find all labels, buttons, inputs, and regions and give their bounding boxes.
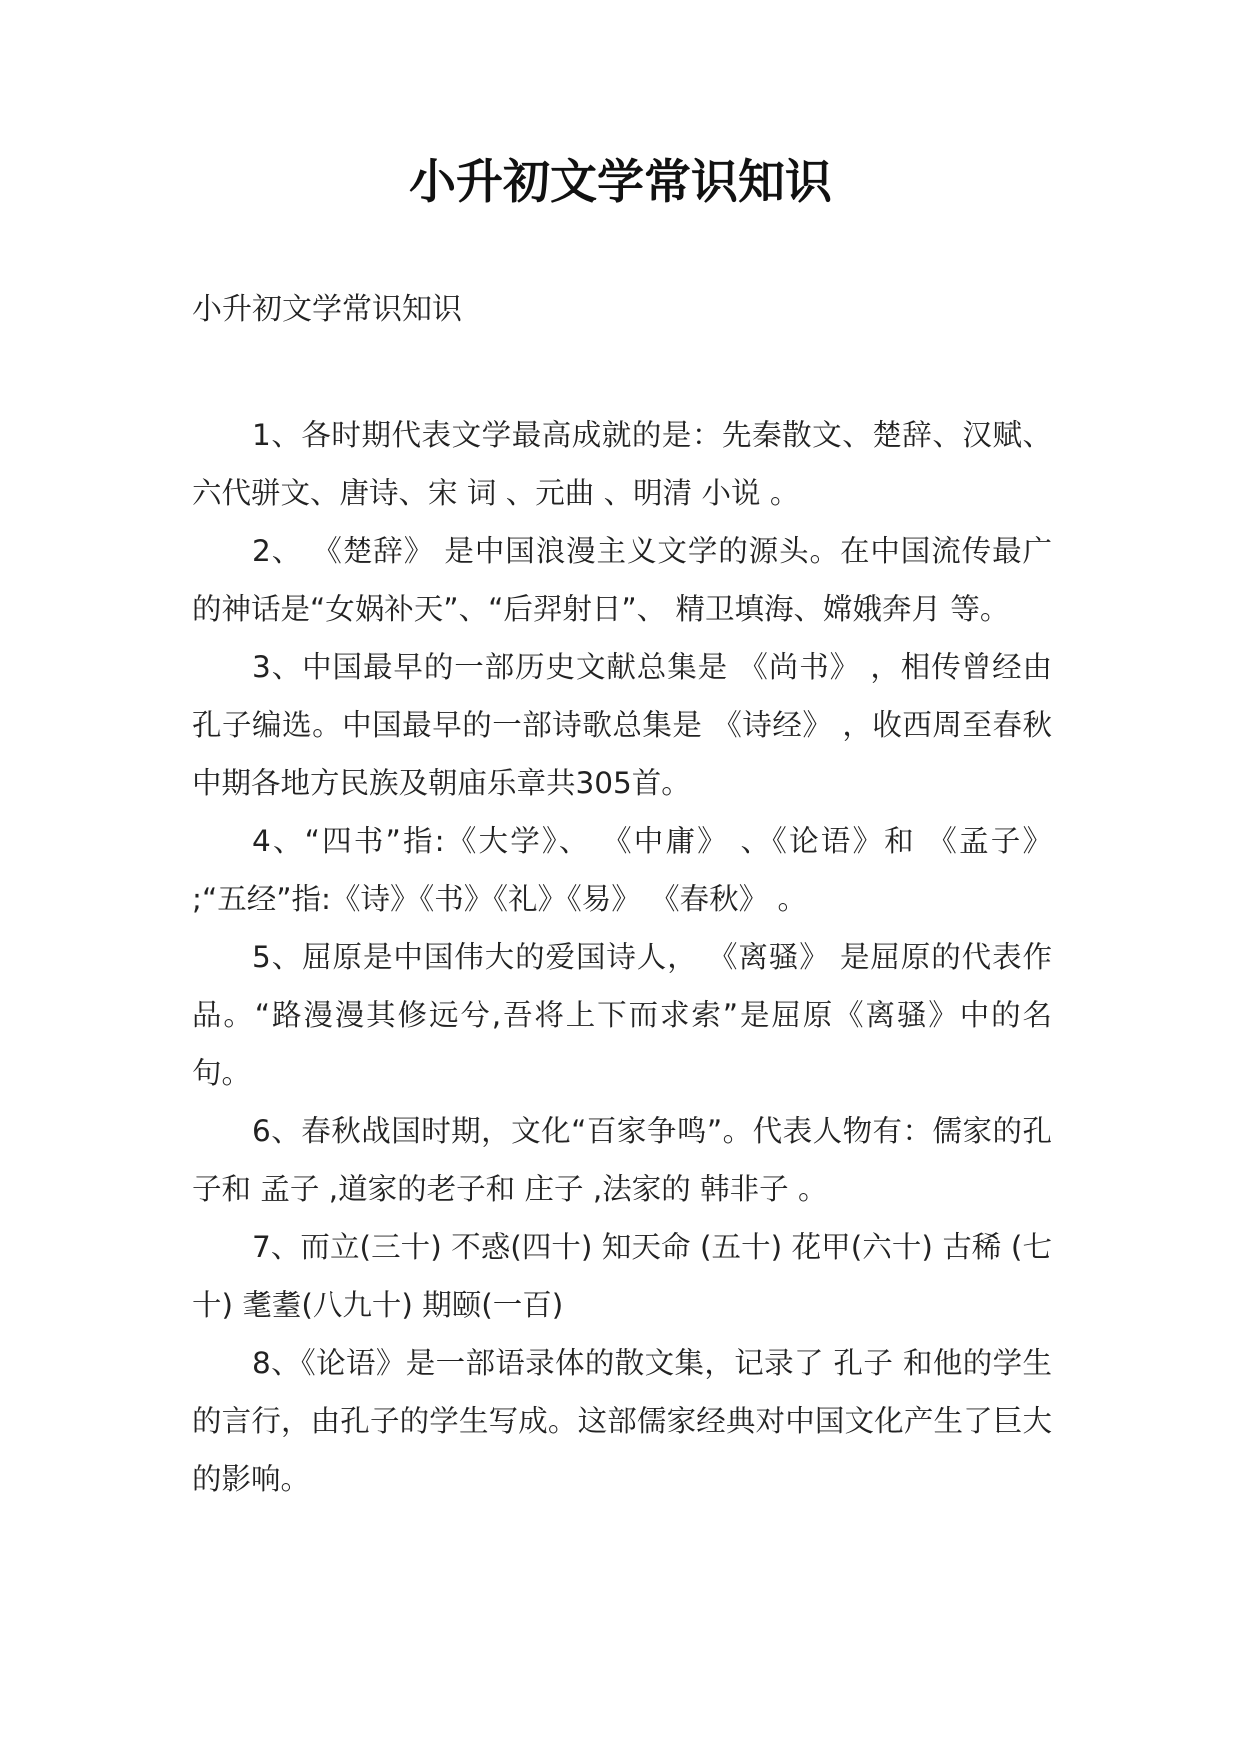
paragraph-7: 7、而立(三十) 不惑(四十) 知天命 (五十) 花甲(六十) 古稀 (七十) 耄耋(八九十) 期颐(一百) bbox=[192, 1230, 1052, 1322]
paragraph-6: 6、春秋战国时期，文化“百家争鸣”。代表人物有：儒家的孔子和 孟子 ,道家的老子和 庄子 ,法家的 韩非子 。 bbox=[192, 1114, 1052, 1206]
paragraph-4: 4、“四书”指:《大学》、 《中庸》 、《论语》和 《孟子》 ;“五经”指:《诗》《书》《礼》《易》 《春秋》 。 bbox=[192, 824, 1052, 916]
paragraph-2: 2、 《楚辞》 是中国浪漫主义文学的源头。在中国流传最广的神话是“女娲补天”、“后羿射日”、 精卫填海、嫦娥奔月 等。 bbox=[192, 534, 1052, 626]
document-title: 小升初文学常识知识 bbox=[409, 155, 832, 210]
paragraph-1: 1、各时期代表文学最高成就的是：先秦散文、楚辞、汉赋、六代骈文、唐诗、宋 词 、元曲 、明清 小说 。 bbox=[192, 418, 1052, 510]
paragraph-5: 5、屈原是中国伟大的爱国诗人， 《离骚》 是屈原的代表作品。“路漫漫其修远兮,吾将上下而求索”是屈原《离骚》中的名句。 bbox=[192, 940, 1052, 1090]
paragraph-3: 3、中国最早的一部历史文献总集是 《尚书》 ，相传曾经由孔子编选。中国最早的一部诗歌总集是 《诗经》 ，收西周至春秋中期各地方民族及朝庙乐章共305首。 bbox=[192, 650, 1052, 800]
document-subtitle: 小升初文学常识知识 bbox=[192, 292, 462, 327]
paragraph-8: 8、《论语》是一部语录体的散文集，记录了 孔子 和他的学生的言行，由孔子的学生写成。这部儒家经典对中国文化产生了巨大的影响。 bbox=[192, 1346, 1052, 1496]
document-body bbox=[192, 406, 1052, 1508]
